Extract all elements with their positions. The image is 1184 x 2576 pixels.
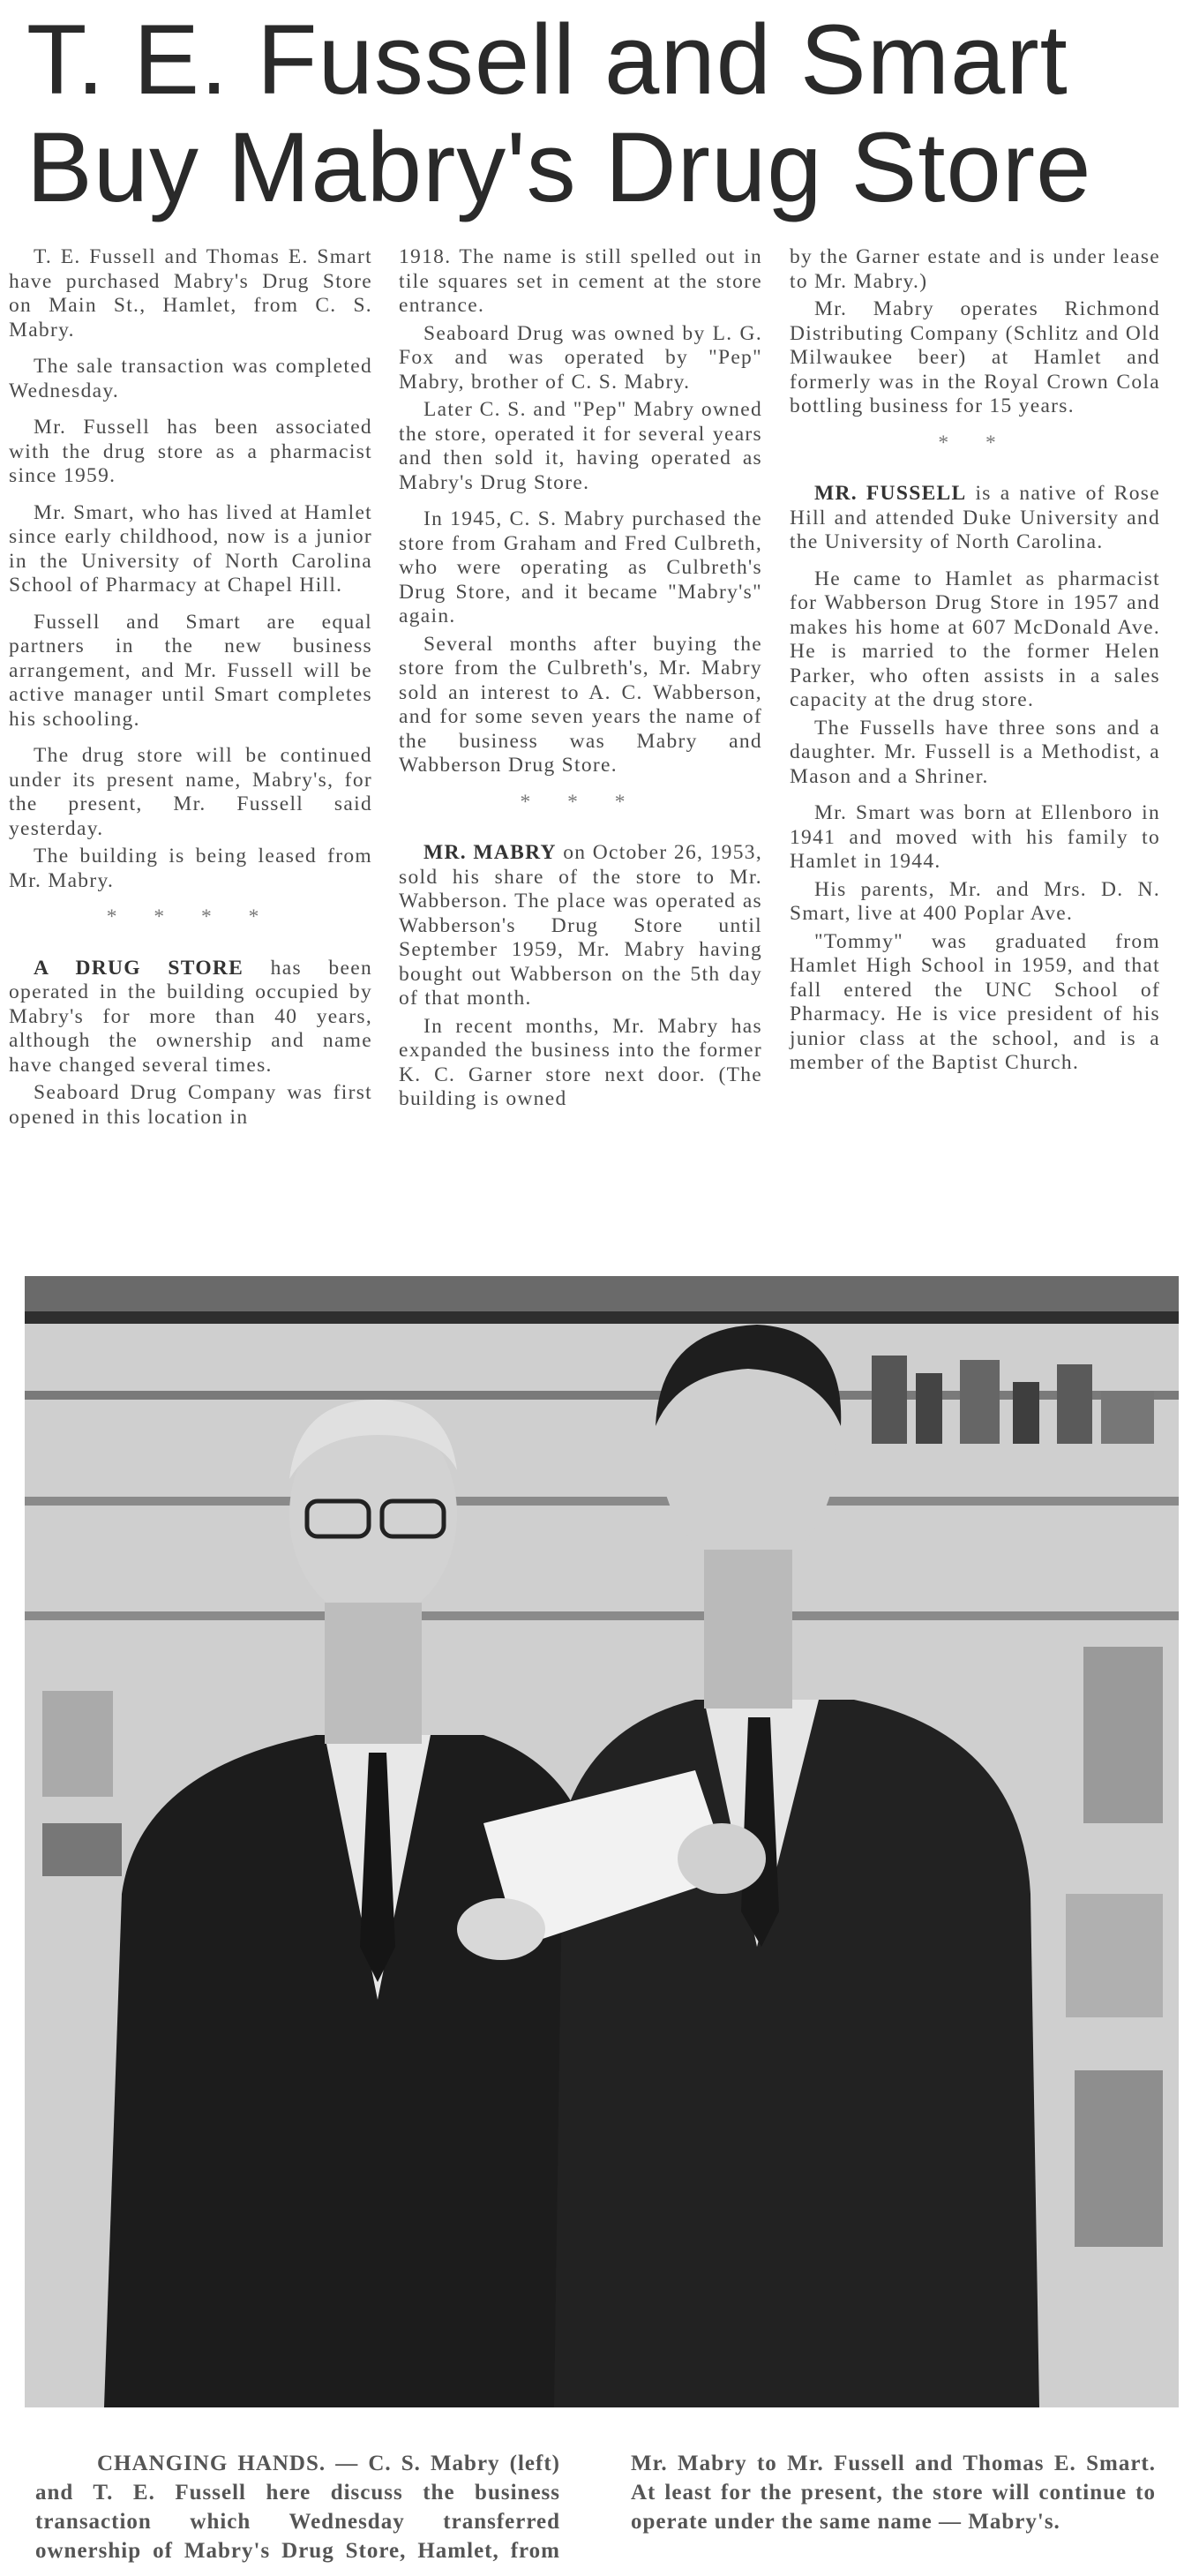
paragraph <box>9 957 372 1078</box>
paragraph: The Fussells have three sons and a daughter. Mr. Fussell is a Methodist, a Mason and a Shriner. <box>790 716 1160 788</box>
section-separator: * * * <box>520 790 641 814</box>
paragraph-text: is a native of Rose Hill and attended Duke University and the University of North Carolina. <box>790 482 1160 553</box>
paragraph: The drug store will be continued under its present name, Mabry's, for the present, Mr. Fussell said yesterday. <box>9 744 372 840</box>
paragraph: Mr. Smart was born at Ellenboro in 1941 and moved with his family to Hamlet in 1944. <box>790 801 1160 873</box>
paragraph-lead: MR. MABRY <box>423 841 557 864</box>
photo-caption <box>35 2449 1156 2565</box>
news-photo <box>25 1276 1179 2407</box>
paragraph: Mr. Fussell has been associated with the drug store as a pharmacist since 1959. <box>9 416 372 487</box>
paragraph: The building is being leased from Mr. Mabry. <box>9 845 372 892</box>
paragraph: Seaboard Drug was owned by L. G. Fox and was operated by "Pep" Mabry, brother of C. S. Mabry. <box>399 321 762 394</box>
headline-line-2: Buy Mabry's Drug Store <box>26 112 1092 222</box>
article-column-2 <box>399 245 762 1124</box>
paragraph: 1918. The name is still spelled out in tile squares set in cement at the store entrance. <box>399 245 762 317</box>
caption-lead: CHANGING HANDS. <box>97 2452 326 2475</box>
paragraph <box>399 841 762 1011</box>
paragraph: Several months after buying the store from the Culbreth's, Mr. Mabry sold an interest to A. C. Wabberson, and for some seven years the name of the business was Mabry and Wabberson Drug Store. <box>399 632 762 777</box>
paragraph: In recent months, Mr. Mabry has expanded the business into the former K. C. Garner store next door. (The building is owned <box>399 1014 762 1110</box>
paragraph: His parents, Mr. and Mrs. D. N. Smart, live at 400 Poplar Ave. <box>790 877 1160 925</box>
headline-line-1: T. E. Fussell and Smart <box>26 4 1068 115</box>
paragraph: He came to Hamlet as pharmacist for Wabberson Drug Store in 1957 and makes his home at 607 McDonald Ave. He is married to the former Helen Parker, who often assists in a sales capacity at the drug store. <box>790 567 1160 711</box>
paragraph: T. E. Fussell and Thomas E. Smart have purchased Mabry's Drug Store on Main St., Hamlet, from C. S. Mabry. <box>9 245 372 342</box>
article-column-1 <box>9 245 372 1142</box>
paragraph-lead: A DRUG STORE <box>34 956 244 980</box>
paragraph: In 1945, C. S. Mabry purchased the store from Graham and Fred Culbreth, who were operating as Culbreth's Drug Store, and it became "Mabry's" again. <box>399 507 762 627</box>
caption-body: — C. S. Mabry (left) and T. E. Fussell here discuss the business transaction which Wednesday transferred ownership of Mabry's Drug Store, Hamlet, from Mr. Mabry to Mr. Fussell and Thomas E. Smart. At least for the present, the store will continue to operate under the same name — Mabry's. <box>35 2452 1156 2563</box>
paragraph: Seaboard Drug Company was first opened in this location in <box>9 1081 372 1129</box>
section-separator: * * <box>938 431 1012 454</box>
paragraph-text: has been operated in the building occupied by Mabry's for more than 40 years, although the ownership and name have changed several times. <box>9 956 372 1077</box>
article-column-3 <box>790 245 1160 1088</box>
paragraph: Mr. Smart, who has lived at Hamlet since early childhood, now is a junior in the University of North Carolina School of Pharmacy at Chapel Hill. <box>9 500 372 597</box>
paragraph: Later C. S. and "Pep" Mabry owned the store, operated it for several years and then sold it, having operated as Mabry's Drug Store. <box>399 398 762 494</box>
paragraph: The sale transaction was completed Wednesday. <box>9 355 372 402</box>
paragraph <box>790 482 1160 555</box>
paragraph: "Tommy" was graduated from Hamlet High School in 1959, and that fall entered the UNC School of Pharmacy. He is vice president of his junior class at the school, and is a member of the Baptist Church. <box>790 929 1160 1074</box>
paragraph-text: on October 26, 1953, sold his share of the store to Mr. Wabberson. The place was operated as Wabberson's Drug Store until September 1959, Mr. Mabry having bought out Wabberson on the 5th day of that month. <box>399 841 762 1010</box>
paragraph: Fussell and Smart are equal partners in the new business arrangement, and Mr. Fussell will be active manager until Smart completes his schooling. <box>9 610 372 731</box>
paragraph: by the Garner estate and is under lease to Mr. Mabry.) <box>790 245 1160 293</box>
paragraph-lead: MR. FUSSELL <box>814 482 967 505</box>
caption-text <box>35 2449 1156 2565</box>
section-separator: * * * * <box>106 905 275 928</box>
paragraph: Mr. Mabry operates Richmond Distributing Company (Schlitz and Old Milwaukee beer) at Hamlet and formerly was in the Royal Crown Cola bottling business for 15 years. <box>790 297 1160 417</box>
